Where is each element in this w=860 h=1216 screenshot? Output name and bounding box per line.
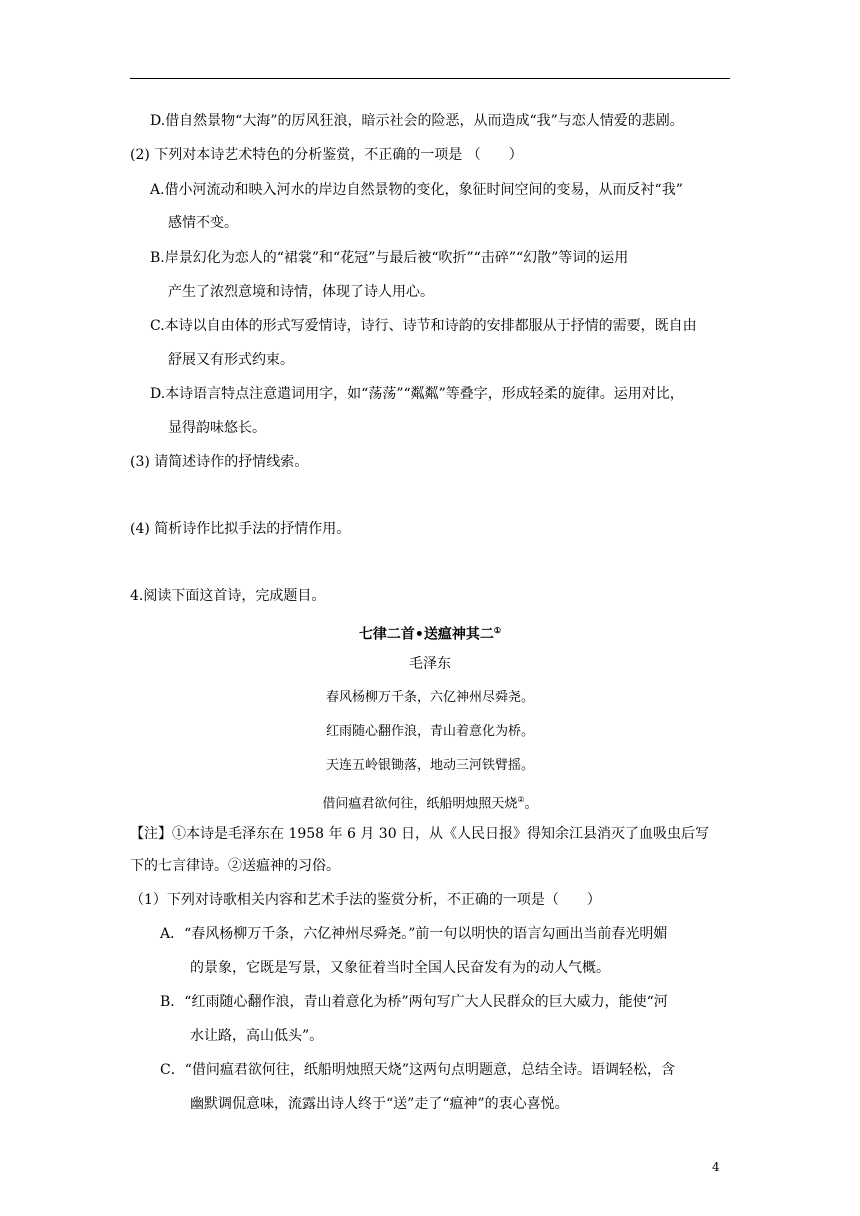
q3-sub2-option-b-line2: 产生了浓烈意境和诗情，体现了诗人用心。 — [168, 284, 434, 300]
page-number: 4 — [712, 1160, 720, 1174]
q4-sub1-stem: （1）下列对诗歌相关内容和艺术手法的鉴赏分析，不正确的一项是（ ） — [130, 892, 601, 908]
q4-option-a-line2: 的景象，它既是写景，又象征着当时全国人民奋发有为的动人气概。 — [190, 960, 610, 976]
poem-author: 毛泽东 — [409, 656, 451, 672]
q3-sub2-option-a-line2: 感情不变。 — [168, 215, 238, 231]
q3-sub2-option-d-line2: 显得韵味悠长。 — [168, 420, 266, 436]
poem-title-text: 七律二首•送瘟神其二 — [358, 626, 494, 643]
note-line2: 下的七言律诗。②送瘟神的习俗。 — [130, 858, 340, 874]
q3-sub2-option-d-line1: D.本诗语言特点注意遣词用字，如“荡荡”“粼粼”等叠字，形成轻柔的旋律。运用对比， — [150, 386, 684, 402]
poem-title-footnote-mark: ① — [493, 625, 502, 635]
note-line1: 【注】①本诗是毛泽东在 1958 年 6 月 30 日，从《人民日报》得知余江县消灭了血吸虫后写 — [130, 826, 710, 842]
q4-option-b-line2: 水让路，高山低头”。 — [190, 1028, 324, 1044]
poem-line-4-end: 。 — [524, 796, 538, 812]
poem-line-4-footnote-mark: ② — [517, 795, 525, 804]
poem-title — [0, 620, 860, 645]
poem-line-2: 红雨随心翻作浪，青山着意化为桥。 — [325, 724, 534, 739]
q3-sub1-option-d-line1: D.借自然景物“大海”的厉风狂浪，暗示社会的险恶，从而造成“我”与恋人情爱的悲剧。 — [150, 113, 684, 129]
poem-line-1: 春风杨柳万千条，六亿神州尽舜尧。 — [325, 690, 534, 705]
q4-option-c-line2: 幽默调侃意味，流露出诗人终于“送”走了“瘟神”的衷心喜悦。 — [190, 1096, 569, 1112]
q3-sub2-option-c-line2: 舒展又有形式约束。 — [168, 352, 294, 368]
q3-sub2-option-b-line1: B.岸景幻化为恋人的“裙裳”和“花冠”与最后被“吹折”“击碎”“幻散”等词的运用 — [150, 250, 629, 266]
poem-line-4-text: 借问瘟君欲何往，纸船明烛照天烧 — [322, 796, 518, 812]
poem-line-4 — [0, 790, 860, 814]
q3-sub2-option-c-line1: C.本诗以自由体的形式写爱情诗，诗行、诗节和诗韵的安排都服从于抒情的需要，既自由 — [150, 318, 697, 334]
q4-option-c-line1: C．“借问瘟君欲何往，纸船明烛照天烧”这两句点明题意，总结全诗。语调轻松，含 — [160, 1062, 676, 1078]
q4-option-a-line1: A．“春风杨柳万千条，六亿神州尽舜尧。”前一句以明快的语言勾画出当前春光明媚 — [160, 926, 668, 942]
poem-line-3: 天连五岭银锄落，地动三河铁臂摇。 — [325, 758, 534, 773]
q3-sub2-option-a-line1: A.借小河流动和映入河水的岸边自然景物的变化，象征时间空间的变易，从而反衬“我” — [150, 182, 683, 198]
q3-sub2-stem: (2) 下列对本诗艺术特色的分析鉴赏，不正确的一项是 （ ） — [130, 147, 523, 163]
q3-sub4-question: (4) 简析诗作比拟手法的抒情作用。 — [130, 521, 351, 537]
q4-stem: 4.阅读下面这首诗，完成题目。 — [130, 588, 326, 604]
header-rule — [130, 78, 730, 79]
q4-option-b-line1: B．“红雨随心翻作浪，青山着意化为桥”两句写广大人民群众的巨大威力，能使“河 — [160, 994, 668, 1010]
q3-sub3-question: (3) 请简述诗作的抒情线索。 — [130, 454, 309, 470]
